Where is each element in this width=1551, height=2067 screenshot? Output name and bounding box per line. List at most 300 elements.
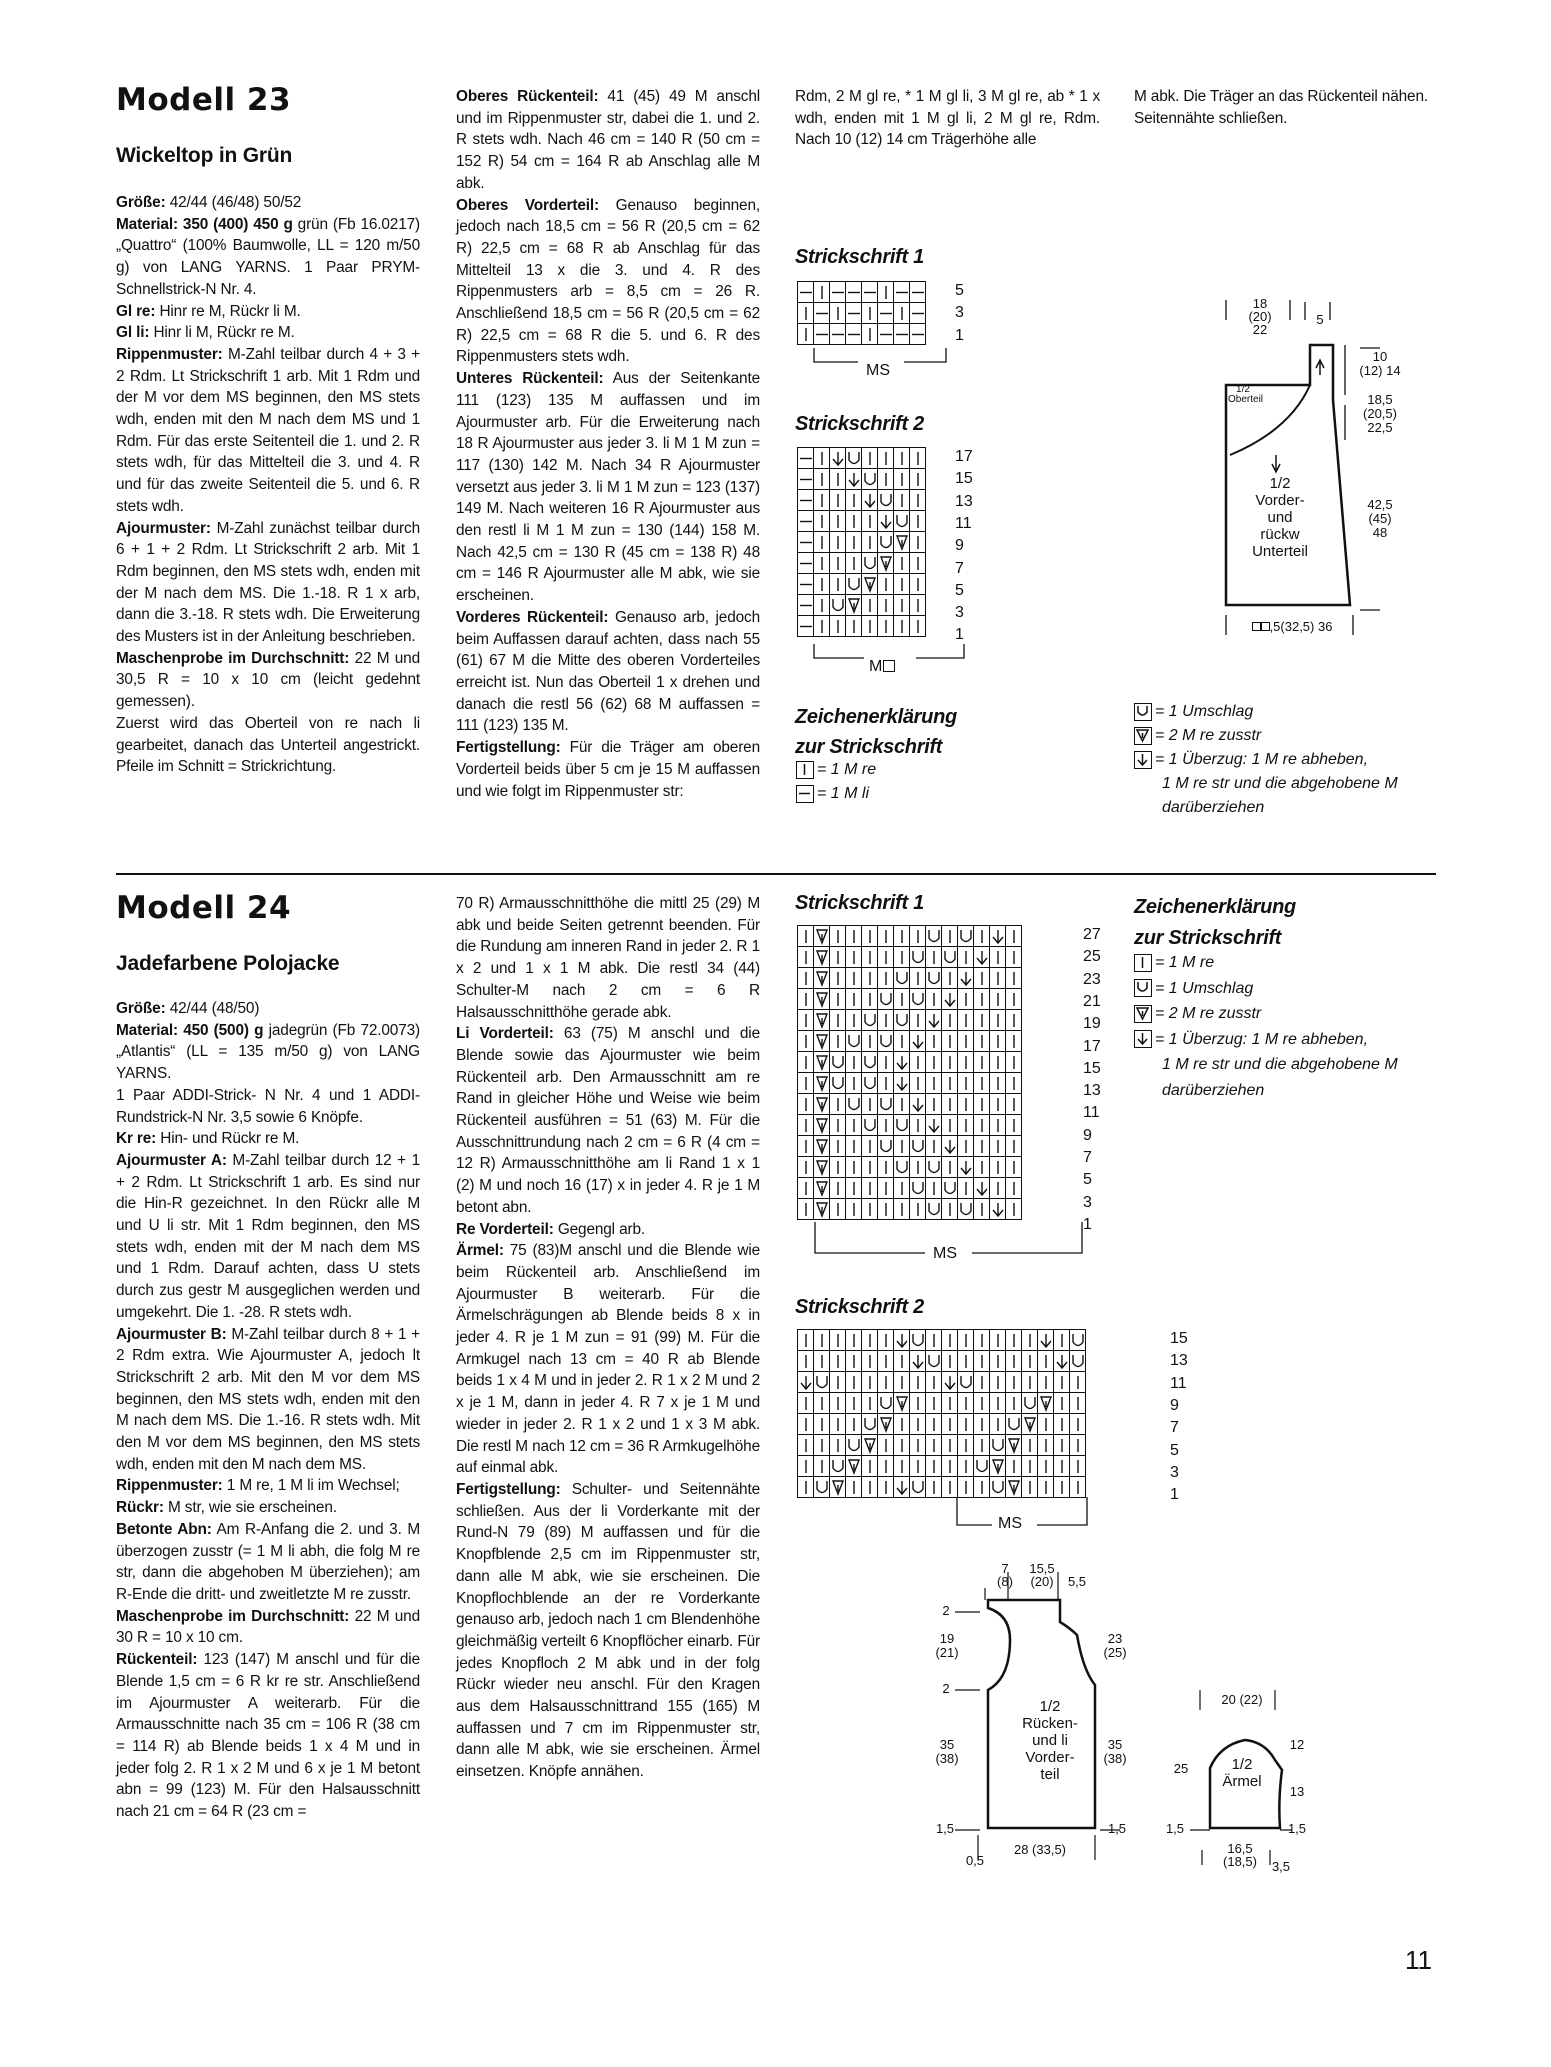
chart-cell [814,1178,830,1199]
chart-cell [830,1199,846,1220]
chart-cell [830,1393,846,1414]
paragraph-label: Re Vorderteil: [456,1220,554,1238]
chart-cell [862,1477,878,1498]
chart-cell [846,1456,862,1477]
chart-cell [830,1157,846,1178]
chart-cell [830,511,846,532]
chart-cell [910,616,926,637]
chart-cell [894,324,910,345]
chart-cell [878,324,894,345]
chart-cell [830,1330,846,1351]
paragraph-text: 42/44 (46/48) 50/52 [165,194,302,211]
chart-cell [974,1136,990,1157]
chart-cell [830,1372,846,1393]
chart-cell [990,1010,1006,1031]
m24-s-s25: 25 [1173,1761,1189,1776]
chart-cell [798,1157,814,1178]
chart-cell [814,448,830,469]
paragraph [116,192,420,214]
chart-cell [814,303,830,324]
chart-cell [958,1435,974,1456]
chart-cell [862,574,878,595]
chart-cell [990,1456,1006,1477]
chart-cell [830,1010,846,1031]
chart-cell [990,1073,1006,1094]
chart-cell [878,1178,894,1199]
m23-s-body-4: rückw [1260,526,1300,543]
chart-row-number: 13 [1170,1352,1188,1370]
chart-cell [846,303,862,324]
chart-row-number: 17 [955,448,973,465]
chart-cell [798,1477,814,1498]
m24-s-t1: 7 [1001,1561,1009,1576]
chart-cell [878,574,894,595]
paragraph-label: Unteres Rückenteil: [456,370,604,388]
m24-chart1-grid [797,925,1022,1220]
chart-cell [910,926,926,947]
chart-cell [814,1157,830,1178]
chart-cell [878,1393,894,1414]
chart-cell [1006,926,1022,947]
chart-cell [894,1178,910,1199]
chart-cell [846,616,862,637]
chart-cell [974,968,990,989]
chart-cell [814,1372,830,1393]
chart-cell [942,989,958,1010]
m24-s-l2b: 2 [942,1681,950,1696]
paragraph-text: Für die Träger am oberen Vorderteil beids über 5 cm je 15 M auffassen und wie folgt im Rippenmuster str: [456,739,760,800]
chart-cell [990,1393,1006,1414]
paragraph [456,1023,760,1218]
chart-cell [862,448,878,469]
chart-row-number: 9 [1170,1396,1179,1414]
paragraph-text: 1 M re, 1 M li im Wechsel; [222,1477,400,1495]
chart-cell [846,469,862,490]
chart-cell [878,926,894,947]
chart-cell [830,490,846,511]
chart-cell [974,1157,990,1178]
knit-stitch-icon [796,761,814,779]
paragraph-text: Aus der Seitenkante 111 (123) 135 M auffassen und im Ajourmuster arb. Für die Erweiterung nach 18 R Ajourmuster aus jeder 3. li M 1 M zun = 117 (130) 142 M. Nach 34 R Ajourmuster versetzt aus jeder 3. li M 1 M zun = 123 (137) 149 M. Nach weiteren 16 R Ajourmuster aus den restl li M 1 M zun = 130 (144) 158 M. Nach 42,5 cm = 130 R (45 cm = 138 R) 48 cm = 146 R Ajourmuster alle M abk, wie sie erscheinen. [456,370,760,605]
model-23-title: Modell 23 [116,82,292,118]
m24-chart2-title: Strickschrift 2 [795,1296,924,1318]
chart-cell [894,1136,910,1157]
m23-s-h2: (45) [1368,511,1392,526]
m24-s-t3: 15,5 [1029,1561,1055,1576]
chart-cell [878,282,894,303]
chart-cell [1006,1199,1022,1220]
chart-cell [798,595,814,616]
m24-chart1-title: Strickschrift 1 [795,892,924,914]
chart-cell [814,1115,830,1136]
chart-cell [814,1456,830,1477]
m24-s-s20: 20 (22) [1221,1692,1263,1707]
m23-s-r5: 22,5 [1367,420,1393,435]
m23-column-4 [1134,86,1444,129]
chart-cell [830,469,846,490]
chart-cell [878,1477,894,1498]
m23-s-r3: 18,5 [1367,392,1393,407]
chart-cell [798,490,814,511]
chart-cell [990,1330,1006,1351]
chart-cell [830,1351,846,1372]
chart-cell [974,1372,990,1393]
chart-cell [814,1094,830,1115]
chart-cell [974,1115,990,1136]
m23-chart1-bracket [812,348,952,378]
chart-cell [846,1094,862,1115]
chart-cell [862,1414,878,1435]
chart-cell [1006,1330,1022,1351]
chart-cell [878,1435,894,1456]
chart-cell [942,1052,958,1073]
chart-row-number: 17 [1083,1037,1101,1055]
m24-chart1-ms: MS [933,1245,957,1262]
chart-cell [926,1372,942,1393]
m24-s-body-2: Rücken- [1022,1715,1078,1732]
chart-cell [1006,1351,1022,1372]
chart-cell [958,968,974,989]
chart-row-number: 1 [1170,1486,1179,1504]
m24-s-r35: 35 [1107,1737,1123,1752]
chart-cell [830,1094,846,1115]
chart-cell [1006,1372,1022,1393]
m24-s-l21: (21) [935,1645,959,1660]
m23-s-body [1240,475,1320,560]
chart-cell [1006,1393,1022,1414]
chart-cell [846,490,862,511]
chart-cell [926,1330,942,1351]
m23-s-half: 1/2 [1236,384,1250,395]
m24-s-body [1010,1698,1090,1783]
paragraph-text: 22 M und 30,5 R = 10 x 10 cm (leicht gedehnt gemessen). [116,649,420,711]
chart-cell [814,947,830,968]
model-24-subtitle: Jadefarbene Polojacke [116,952,340,975]
chart-cell [1006,1010,1022,1031]
chart-cell [814,324,830,345]
chart-cell [1070,1372,1086,1393]
m23-legend-right [1134,700,1398,820]
chart-cell [894,282,910,303]
chart-cell [974,1052,990,1073]
skp-icon [1134,751,1152,769]
chart-cell [894,926,910,947]
chart-cell [1038,1372,1054,1393]
chart-cell [846,532,862,553]
chart-cell [1054,1435,1070,1456]
chart-cell [1054,1477,1070,1498]
chart-cell [894,490,910,511]
chart-cell [958,1010,974,1031]
chart-cell [942,1115,958,1136]
chart-cell [926,968,942,989]
chart-cell [926,1010,942,1031]
chart-cell [926,1477,942,1498]
chart-cell [878,947,894,968]
chart-cell [1022,1414,1038,1435]
m23-legend-title-line2: zur Strickschrift [795,736,943,758]
chart-cell [942,968,958,989]
chart-cell [894,616,910,637]
chart-cell [942,1477,958,1498]
chart-cell [958,926,974,947]
chart-cell [830,574,846,595]
chart-row-number: 23 [1083,970,1101,988]
m24-legend-item-skp [1134,1027,1398,1053]
m23-s-r1: 10 [1372,349,1388,364]
chart-cell [862,1435,878,1456]
chart-cell [990,989,1006,1010]
chart-cell [798,532,814,553]
chart-cell [798,989,814,1010]
m24-s-s15l: 1,5 [1165,1821,1185,1836]
chart-cell [798,1178,814,1199]
chart-cell [1070,1435,1086,1456]
chart-cell [814,1393,830,1414]
chart-cell [846,1178,862,1199]
chart-cell [798,968,814,989]
chart-cell [862,1136,878,1157]
chart-cell [814,1351,830,1372]
paragraph [456,1240,760,1479]
m23-chart1-ms: MS [866,362,890,379]
chart-cell [830,1178,846,1199]
chart-cell [1006,1031,1022,1052]
m24-legend-title-line1: Zeichenerklärung [1134,896,1296,918]
chart-row-number: 1 [955,626,964,644]
m23-s-r4: (20,5) [1363,406,1397,421]
chart-cell [894,1477,910,1498]
paragraph-label: Oberes Vorderteil: [456,196,599,214]
chart-cell [814,595,830,616]
chart-cell [830,968,846,989]
chart-cell [910,448,926,469]
chart-cell [862,926,878,947]
chart-cell [926,1178,942,1199]
chart-cell [926,1094,942,1115]
chart-row-number: 11 [955,514,972,532]
chart-cell [926,1199,942,1220]
chart-cell [990,926,1006,947]
chart-cell [862,1199,878,1220]
paragraph-label: Oberes Rückenteil: [456,88,599,105]
chart-cell [974,1178,990,1199]
paragraph [456,1479,760,1783]
chart-cell [862,282,878,303]
chart-row-number: 5 [1170,1441,1179,1459]
m23-column-2 [456,86,760,802]
chart-cell [894,1010,910,1031]
paragraph-text: 63 (75) M anschl und die Blende sowie das Ajourmuster wie beim Rückenteil arb. Den Armausschnitt am re Rand in gleicher Höhe und Weise wie beim Rückenteil ausführen = 51 (63) M. Für die Ausschnittrundung nach 2 cm = 6 R (4 cm = 12 R) Armausschnitthöhe am li Rand 1 x 1 (2) M und noch 16 (17) x in jeder 4. R je 1 M betont abn. [456,1025,760,1216]
m24-legend-title-line2: zur Strickschrift [1134,927,1282,949]
m23-s-oberteil: Oberteil [1228,394,1264,405]
paragraph [116,713,420,778]
chart-cell [1070,1456,1086,1477]
chart-cell [910,1094,926,1115]
legend-k2tog-text: = 2 M re zusstr [1155,727,1262,744]
legend-skp-text-3: darüberziehen [1162,799,1265,816]
chart-cell [894,595,910,616]
chart-cell [798,1414,814,1435]
chart-cell [1054,1414,1070,1435]
paragraph-text: 41 (45) 49 M anschl und im Rippenmuster str, dabei die 1. und 2. R stets wdh. Nach 46 cm = 140 R (50 cm = 152 R) 54 cm = 164 R ab Anschlag alle M abk. [456,88,760,192]
chart-cell [830,1073,846,1094]
chart-cell [894,532,910,553]
chart-cell [1038,1414,1054,1435]
chart-cell [958,1094,974,1115]
chart-cell [894,1393,910,1414]
chart-row-number: 1 [1083,1215,1092,1233]
chart-cell [798,1052,814,1073]
m23-s-strap: 5 [1316,312,1324,327]
chart-cell [942,1136,958,1157]
skp-icon [1134,1030,1152,1048]
chart-cell [958,1052,974,1073]
paragraph-text: Hin- und Rückr re M. [156,1130,300,1148]
chart-cell [846,595,862,616]
chart-cell [974,1031,990,1052]
paragraph [116,1085,420,1128]
chart-cell [958,1073,974,1094]
chart-cell [990,1052,1006,1073]
m24-schematic [930,1560,1330,1890]
paragraph [456,86,760,195]
chart-cell [1054,1393,1070,1414]
legend-yo-text: = 1 Umschlag [1155,703,1254,720]
chart-cell [990,1178,1006,1199]
chart-cell [910,989,926,1010]
chart-cell [910,553,926,574]
m23-s-bottom [1232,620,1352,634]
chart-cell [1070,1393,1086,1414]
chart-cell [878,303,894,324]
chart-cell [1006,1052,1022,1073]
paragraph-label: Ajourmuster A: [116,1151,227,1169]
chart-cell [958,1031,974,1052]
m23-s-body-5: Unterteil [1252,543,1308,560]
chart-cell [878,1094,894,1115]
m24-legend-title [1134,892,1296,954]
m23-schematic [1210,290,1450,650]
chart-cell [814,1199,830,1220]
chart-cell [942,1414,958,1435]
chart-cell [958,1393,974,1414]
chart-cell [814,968,830,989]
m24-s-sleeve-2: Ärmel [1222,1773,1262,1790]
paragraph-label: Li Vorderteil: [456,1025,554,1043]
m23-column-1 [116,192,420,778]
chart-cell [846,1330,862,1351]
chart-cell [1038,1393,1054,1414]
chart-cell [910,1199,926,1220]
chart-cell [798,1136,814,1157]
chart-row-number: 13 [1083,1082,1101,1100]
chart-cell [942,1094,958,1115]
legend-item-skp [1134,748,1398,772]
paragraph-text: Hinr li M, Rückr re M. [149,324,295,342]
m24-legend-item-yo [1134,976,1398,1002]
m24-s-body-1: 1/2 [1039,1698,1061,1715]
chart-cell [798,1372,814,1393]
chart-cell [846,1351,862,1372]
box-icon [1252,622,1261,631]
chart-cell [974,1414,990,1435]
chart-cell [846,1136,862,1157]
chart-cell [910,1157,926,1178]
chart-cell [974,1456,990,1477]
paragraph [116,518,420,648]
chart-cell [814,1073,830,1094]
m24-s-b15l: 1,5 [935,1821,955,1836]
chart-cell [910,574,926,595]
paragraph-text: M-Zahl teilbar durch 12 + 1 + 2 Rdm. Lt Strickschrift 1 arb. Es sind nur die Hin-R gezeichnet. In den Rückr alle M und U li str. Mit 1 Rdm beginnen, den MS stets wdh, enden mit der M nach dem MS und 1 Rdm. Darauf achten, dass U stets durch zus gestr M ausgeglichen werden und umgekehrt. Die 1. -28. R stets wdh. [116,1151,420,1321]
m24-s-t4: (20) [1030,1574,1054,1589]
yarn-over-icon [1134,703,1152,721]
chart-cell [862,968,878,989]
chart-cell [910,1372,926,1393]
chart-row-number: 7 [1170,1419,1179,1437]
m23-column-3 [795,86,1100,151]
paragraph-label: Fertigstellung: [456,1480,561,1498]
m24-s-s165: 16,5 [1227,1841,1253,1856]
chart-cell [878,532,894,553]
chart-cell [1006,1414,1022,1435]
chart-cell [942,1456,958,1477]
chart-cell [862,595,878,616]
chart-cell [878,1052,894,1073]
chart-cell [910,511,926,532]
chart-cell [894,448,910,469]
chart-row-number: 11 [1170,1374,1187,1392]
chart-cell [1022,1372,1038,1393]
chart-cell [1006,1073,1022,1094]
chart-cell [878,511,894,532]
chart-cell [974,1199,990,1220]
chart-cell [942,1330,958,1351]
chart-cell [830,989,846,1010]
chart-cell [878,1330,894,1351]
chart-row-number: 9 [955,537,964,555]
chart-cell [862,1178,878,1199]
chart-cell [862,553,878,574]
paragraph-label: Fertigstellung: [456,739,561,757]
chart-cell [830,926,846,947]
chart-cell [846,989,862,1010]
paragraph [116,301,420,323]
chart-cell [926,1393,942,1414]
chart-cell [878,616,894,637]
paragraph-label: Gl li: [116,324,150,342]
chart-cell [878,1351,894,1372]
chart-cell [910,595,926,616]
chart-cell [990,1031,1006,1052]
paragraph-label: Ajourmuster B: [116,1325,227,1343]
m24-s-sleeve-1: 1/2 [1231,1756,1253,1773]
chart-cell [894,1094,910,1115]
chart-cell [798,1115,814,1136]
chart-row-number: 15 [1083,1059,1101,1077]
chart-row-number: 5 [1083,1171,1092,1189]
chart-cell [910,1115,926,1136]
paragraph-text: M-Zahl teilbar durch 4 + 3 + 2 Rdm. Lt Strickschrift 1 arb. Mit 1 Rdm und der M vor dem MS beginnen, den MS stets wdh, enden mit den M nach dem MS und 1 Rdm. Für das erste Seitenteil die 1. und 2. R stets wdh, für das Mittelteil die 3. und 4. R und für das zweite Seitenteil die 5. und 6. R stets wdh. [116,345,420,515]
chart-cell [846,1435,862,1456]
chart-cell [974,1477,990,1498]
paragraph-label: Ärmel: [456,1242,504,1260]
chart-cell [862,947,878,968]
chart-cell [990,947,1006,968]
chart-cell [910,1330,926,1351]
chart-cell [926,1456,942,1477]
